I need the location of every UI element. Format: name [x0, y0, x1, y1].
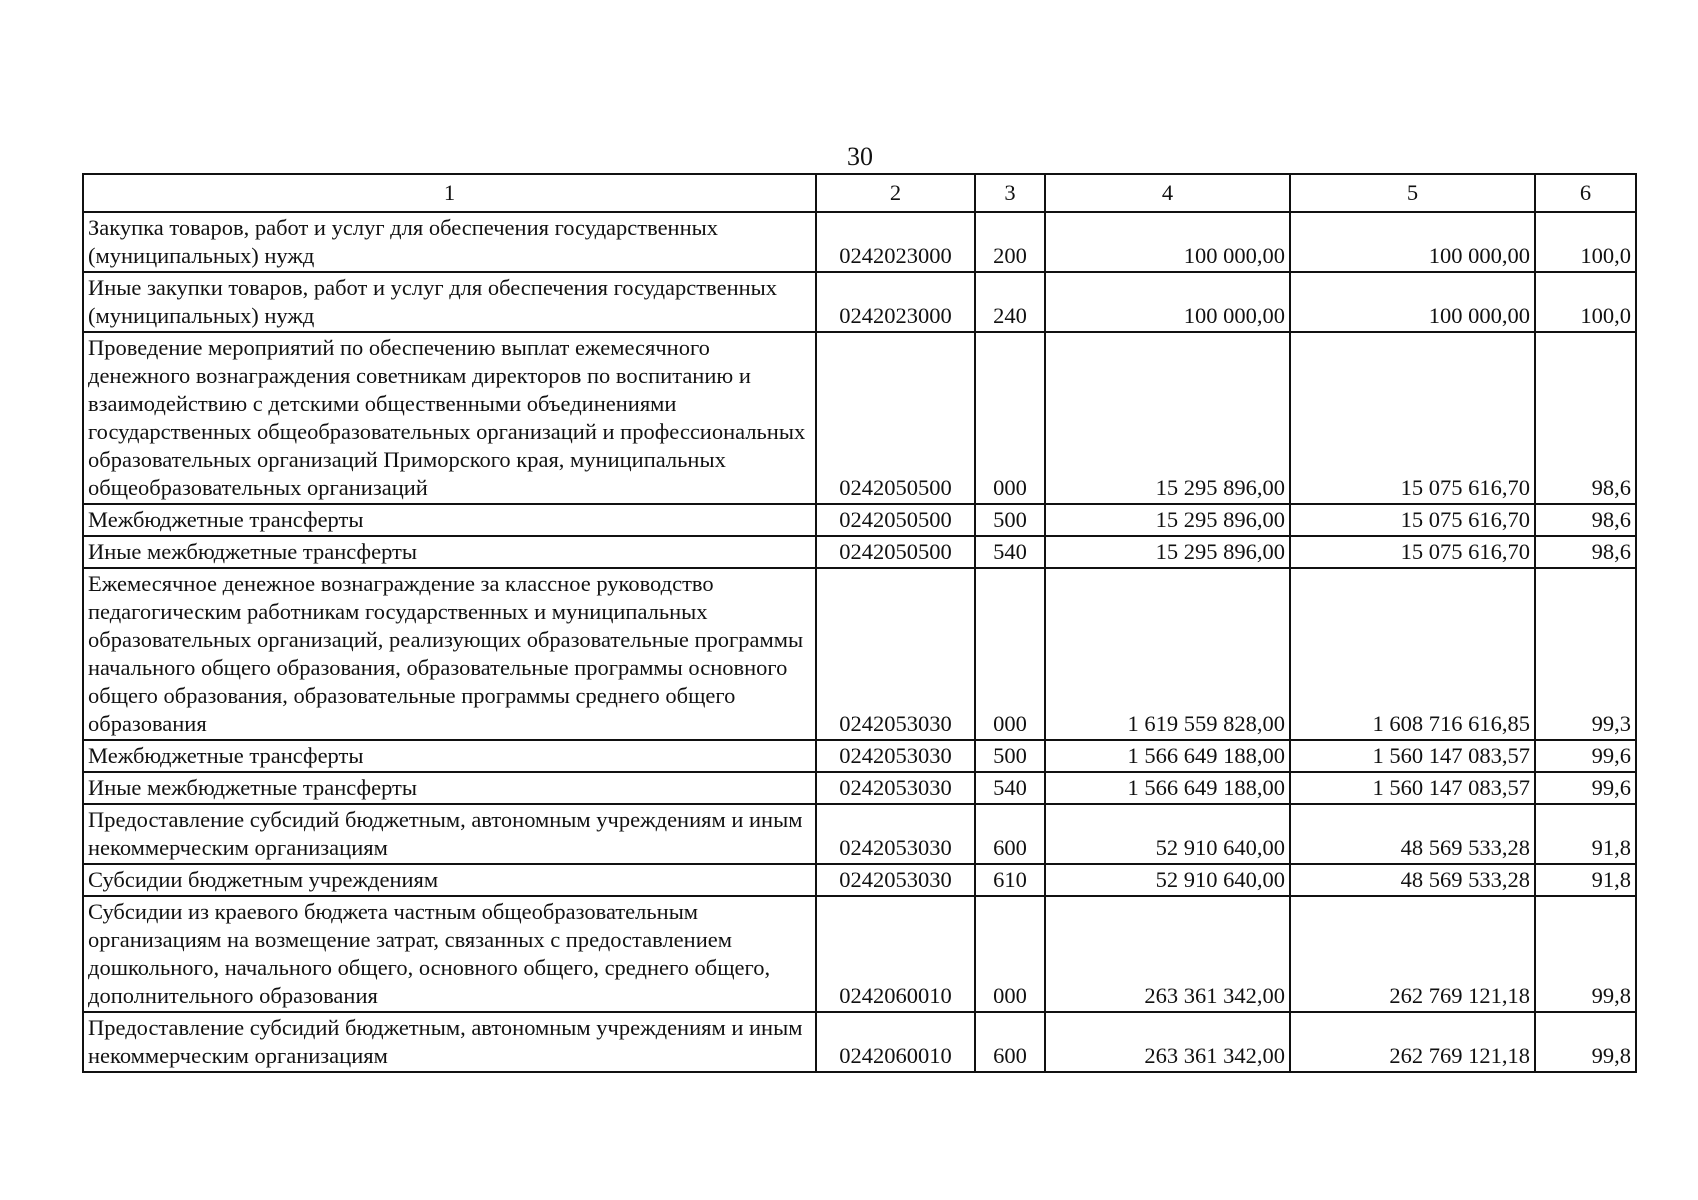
row-name: Предоставление субсидий бюджетным, автономным учреждениям и иным некоммерческим организациям — [83, 804, 816, 864]
row-percent: 98,6 — [1535, 504, 1636, 536]
row-vr-code: 200 — [975, 212, 1045, 272]
table-row — [83, 804, 1636, 864]
row-name: Межбюджетные трансферты — [83, 504, 816, 536]
row-percent: 99,6 — [1535, 772, 1636, 804]
row-percent: 91,8 — [1535, 864, 1636, 896]
row-csr-code: 0242023000 — [816, 272, 975, 332]
row-csr-code: 0242050500 — [816, 504, 975, 536]
row-csr-code: 0242053030 — [816, 568, 975, 740]
table-row — [83, 740, 1636, 772]
row-fact-amount: 1 560 147 083,57 — [1290, 772, 1535, 804]
row-fact-amount: 100 000,00 — [1290, 212, 1535, 272]
row-plan-amount: 15 295 896,00 — [1045, 504, 1290, 536]
row-vr-code: 000 — [975, 896, 1045, 1012]
row-plan-amount: 1 619 559 828,00 — [1045, 568, 1290, 740]
row-plan-amount: 1 566 649 188,00 — [1045, 772, 1290, 804]
row-plan-amount: 263 361 342,00 — [1045, 1012, 1290, 1072]
column-header-6: 6 — [1535, 174, 1636, 212]
row-csr-code: 0242053030 — [816, 740, 975, 772]
row-plan-amount: 263 361 342,00 — [1045, 896, 1290, 1012]
row-vr-code: 500 — [975, 504, 1045, 536]
row-plan-amount: 15 295 896,00 — [1045, 332, 1290, 504]
row-plan-amount: 100 000,00 — [1045, 272, 1290, 332]
row-plan-amount: 52 910 640,00 — [1045, 804, 1290, 864]
row-fact-amount: 15 075 616,70 — [1290, 536, 1535, 568]
row-csr-code: 0242060010 — [816, 1012, 975, 1072]
row-plan-amount: 1 566 649 188,00 — [1045, 740, 1290, 772]
table-row — [83, 332, 1636, 504]
row-name: Ежемесячное денежное вознаграждение за классное руководство педагогическим работникам государственных и муниципальных образовательных организаций, реализующих образовательные программы начального общего образования, образовательные программы основного общего образования, образовательные программы среднего общего образования — [83, 568, 816, 740]
row-name: Иные межбюджетные трансферты — [83, 772, 816, 804]
row-fact-amount: 1 560 147 083,57 — [1290, 740, 1535, 772]
row-percent: 99,6 — [1535, 740, 1636, 772]
table-row — [83, 772, 1636, 804]
row-csr-code: 0242050500 — [816, 332, 975, 504]
row-plan-amount: 100 000,00 — [1045, 212, 1290, 272]
table-row — [83, 272, 1636, 332]
row-csr-code: 0242053030 — [816, 804, 975, 864]
row-name: Субсидии из краевого бюджета частным общеобразовательным организациям на возмещение затрат, связанных с предоставлением дошкольного, начального общего, основного общего, среднего общего, дополнительного образования — [83, 896, 816, 1012]
column-header-4: 4 — [1045, 174, 1290, 212]
row-csr-code: 0242053030 — [816, 772, 975, 804]
row-vr-code: 000 — [975, 332, 1045, 504]
row-vr-code: 240 — [975, 272, 1045, 332]
row-vr-code: 600 — [975, 1012, 1045, 1072]
table-row — [83, 864, 1636, 896]
row-vr-code: 540 — [975, 536, 1045, 568]
row-fact-amount: 48 569 533,28 — [1290, 804, 1535, 864]
row-csr-code: 0242053030 — [816, 864, 975, 896]
row-percent: 98,6 — [1535, 536, 1636, 568]
row-name: Субсидии бюджетным учреждениям — [83, 864, 816, 896]
table-row — [83, 504, 1636, 536]
row-vr-code: 500 — [975, 740, 1045, 772]
row-name: Проведение мероприятий по обеспечению выплат ежемесячного денежного вознаграждения советникам директоров по воспитанию и взаимодействию с детскими общественными объединениями государственных общеобразовательных организаций и профессиональных образовательных организаций Приморского края, муниципальных общеобразовательных организаций — [83, 332, 816, 504]
table-row — [83, 212, 1636, 272]
row-percent: 100,0 — [1535, 272, 1636, 332]
row-percent: 100,0 — [1535, 212, 1636, 272]
table-row — [83, 568, 1636, 740]
row-vr-code: 600 — [975, 804, 1045, 864]
row-csr-code: 0242023000 — [816, 212, 975, 272]
row-percent: 99,3 — [1535, 568, 1636, 740]
page-number: 30 — [847, 142, 873, 171]
column-header-5: 5 — [1290, 174, 1535, 212]
row-fact-amount: 100 000,00 — [1290, 272, 1535, 332]
row-fact-amount: 1 608 716 616,85 — [1290, 568, 1535, 740]
column-header-3: 3 — [975, 174, 1045, 212]
row-plan-amount: 15 295 896,00 — [1045, 536, 1290, 568]
row-name: Предоставление субсидий бюджетным, автономным учреждениям и иным некоммерческим организациям — [83, 1012, 816, 1072]
table-row — [83, 896, 1636, 1012]
row-fact-amount: 262 769 121,18 — [1290, 1012, 1535, 1072]
column-header-2: 2 — [816, 174, 975, 212]
row-fact-amount: 15 075 616,70 — [1290, 332, 1535, 504]
header-row — [83, 174, 1636, 212]
row-vr-code: 610 — [975, 864, 1045, 896]
row-vr-code: 540 — [975, 772, 1045, 804]
row-percent: 99,8 — [1535, 896, 1636, 1012]
row-percent: 99,8 — [1535, 1012, 1636, 1072]
row-name: Иные закупки товаров, работ и услуг для обеспечения государственных (муниципальных) нужд — [83, 272, 816, 332]
row-fact-amount: 262 769 121,18 — [1290, 896, 1535, 1012]
row-vr-code: 000 — [975, 568, 1045, 740]
row-name: Межбюджетные трансферты — [83, 740, 816, 772]
row-percent: 98,6 — [1535, 332, 1636, 504]
row-csr-code: 0242050500 — [816, 536, 975, 568]
row-fact-amount: 15 075 616,70 — [1290, 504, 1535, 536]
row-csr-code: 0242060010 — [816, 896, 975, 1012]
column-header-1: 1 — [83, 174, 816, 212]
row-fact-amount: 48 569 533,28 — [1290, 864, 1535, 896]
row-name: Закупка товаров, работ и услуг для обеспечения государственных (муниципальных) нужд — [83, 212, 816, 272]
row-plan-amount: 52 910 640,00 — [1045, 864, 1290, 896]
row-percent: 91,8 — [1535, 804, 1636, 864]
table-row — [83, 536, 1636, 568]
budget-table — [82, 173, 1637, 1073]
table-row — [83, 1012, 1636, 1072]
row-name: Иные межбюджетные трансферты — [83, 536, 816, 568]
